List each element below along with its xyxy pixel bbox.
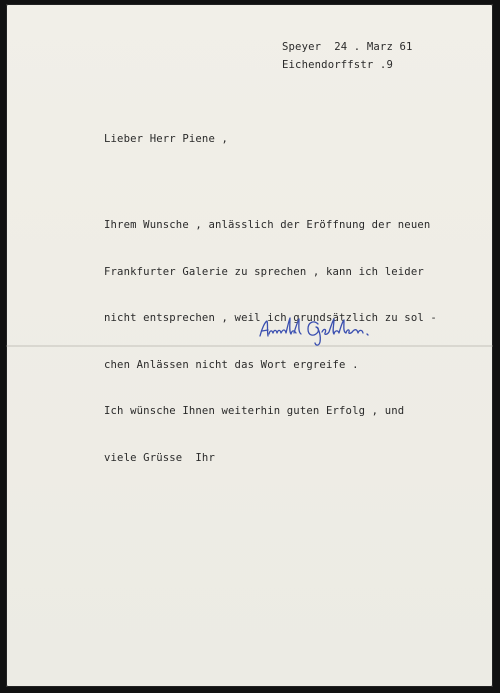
body-line: nicht entsprechen , weil ich grundsätzlich zu sol - [104,312,437,324]
body-line: Ich wünsche Ihnen weiterhin guten Erfolg , und [104,405,405,417]
handwritten-signature [256,312,396,352]
body-line: chen Anlässen nicht das Wort ergreife . [104,358,359,371]
body-line: Frankfurter Galerie zu sprechen , kann ich leider [104,265,424,278]
body-line: viele Grüsse Ihr [104,451,215,464]
body-line: Ihrem Wunsche , anlässlich der Eröffnung der neuen [104,219,431,231]
salutation: Lieber Herr Piene , [104,133,229,145]
date-line: Speyer 24 . Marz 61 [282,41,413,53]
street-address: Eichendorffstr .9 [282,59,393,71]
